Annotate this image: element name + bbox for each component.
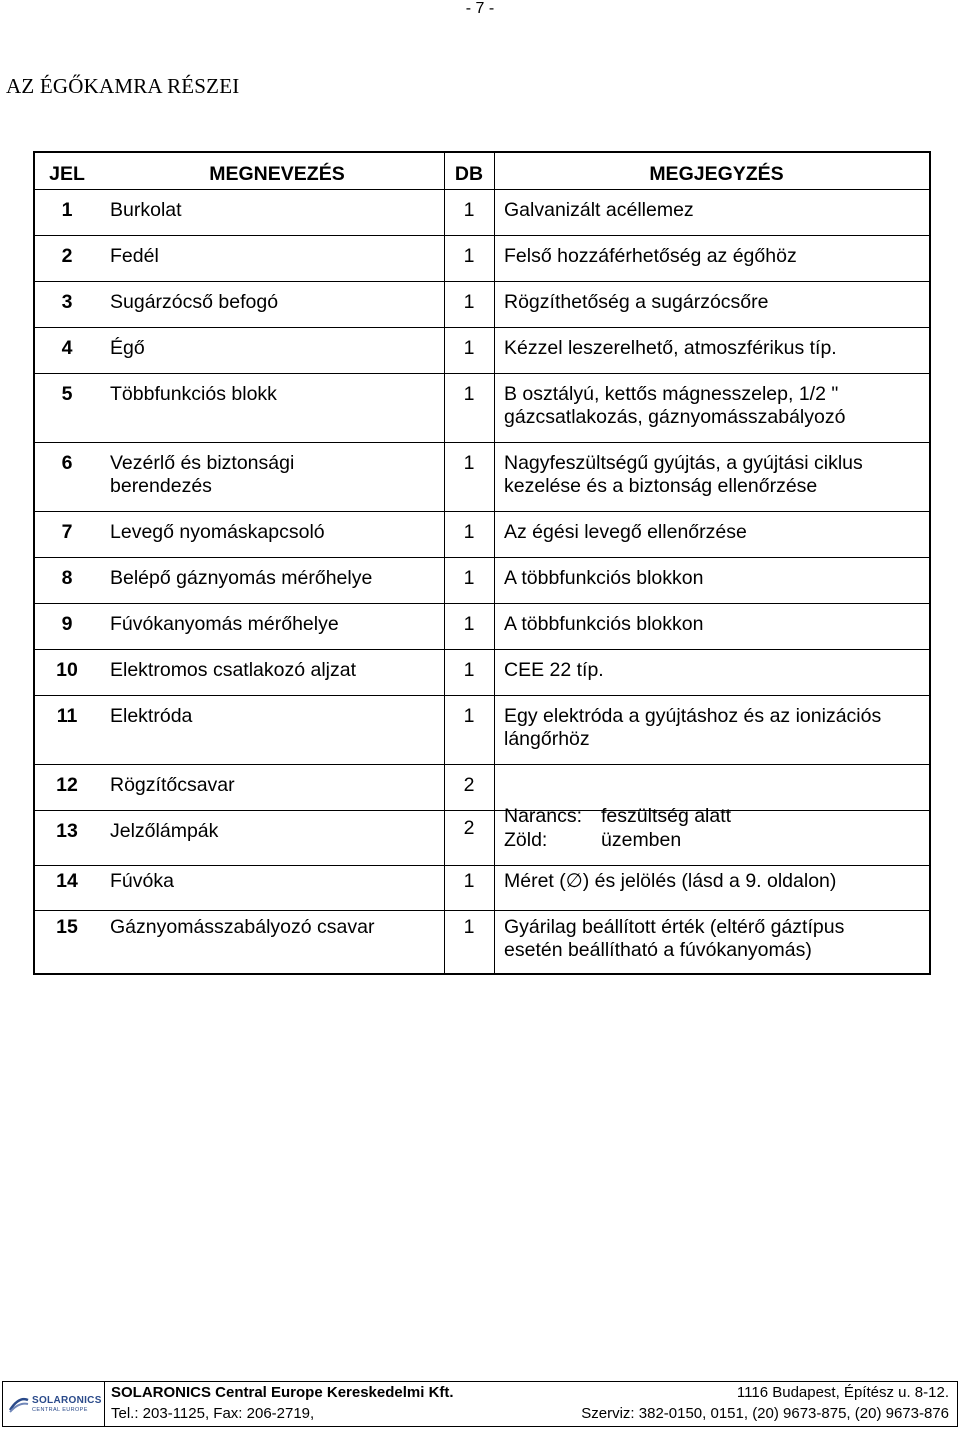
row-divider — [35, 235, 929, 236]
row-number: 14 — [56, 870, 78, 892]
part-quantity: 1 — [463, 337, 475, 359]
signal-value: feszültség alatt — [601, 805, 732, 827]
part-quantity: 1 — [463, 521, 475, 543]
part-quantity: 1 — [463, 659, 475, 681]
row-divider — [35, 910, 929, 911]
part-note: Kézzel leszerelhető, atmoszférikus típ. — [504, 337, 837, 359]
parts-table — [33, 151, 931, 975]
part-note: lángőrhöz — [504, 728, 590, 750]
row-divider — [35, 327, 929, 328]
part-quantity: 2 — [463, 774, 475, 796]
header-db: DB — [454, 163, 484, 185]
row-number: 3 — [61, 291, 73, 313]
part-name: Elektróda — [110, 705, 193, 727]
row-number: 12 — [56, 774, 78, 796]
part-quantity: 1 — [463, 613, 475, 635]
part-note: kezelése és a biztonság ellenőrzése — [504, 475, 818, 497]
header-name: MEGNEVEZÉS — [209, 163, 345, 185]
row-number: 6 — [61, 452, 73, 474]
row-number: 2 — [61, 245, 73, 267]
footer-company: SOLARONICS Central Europe Kereskedelmi Kft. — [111, 1384, 454, 1401]
part-name: berendezés — [110, 475, 212, 497]
section-title: AZ ÉGŐKAMRA RÉSZEI — [6, 74, 240, 98]
row-number: 7 — [61, 521, 73, 543]
part-name: Belépő gáznyomás mérőhelye — [110, 567, 373, 589]
page-footer — [2, 1381, 958, 1427]
part-name: Többfunkciós blokk — [110, 383, 277, 405]
part-quantity: 1 — [463, 291, 475, 313]
footer-phone-fax: Tel.: 203-1125, Fax: 206-2719, — [111, 1405, 315, 1422]
part-note: A többfunkciós blokkon — [504, 613, 704, 635]
row-number: 11 — [56, 705, 78, 727]
page-number: - 7 - — [465, 0, 495, 17]
footer-address: 1116 Budapest, Építész u. 8-12. — [736, 1384, 949, 1401]
part-quantity: 1 — [463, 916, 475, 938]
header-note: MEGJEGYZÉS — [649, 163, 784, 185]
signal-lamp-note — [504, 805, 731, 828]
logo-text: SOLARONICS — [32, 1395, 102, 1406]
signal-label: Zöld: — [504, 829, 548, 851]
row-divider — [35, 865, 929, 866]
signal-value: üzemben — [601, 829, 682, 851]
row-number: 1 — [61, 199, 73, 221]
row-divider — [35, 281, 929, 282]
row-divider — [35, 442, 929, 443]
part-name: Rögzítőcsavar — [110, 774, 235, 796]
row-number: 9 — [61, 613, 73, 635]
part-note: A többfunkciós blokkon — [504, 567, 704, 589]
part-note: B osztályú, kettős mágnesszelep, 1/2 " — [504, 383, 839, 405]
row-divider — [35, 603, 929, 604]
row-divider — [35, 810, 929, 811]
part-note: esetén beállítható a fúvókanyomás) — [504, 939, 812, 961]
part-name: Levegő nyomáskapcsoló — [110, 521, 325, 543]
part-note: Felső hozzáférhetőség az égőhöz — [504, 245, 797, 267]
row-divider — [35, 557, 929, 558]
row-divider — [35, 511, 929, 512]
part-name: Burkolat — [110, 199, 182, 221]
column-divider — [494, 153, 495, 973]
part-name: Fúvókanyomás mérőhelye — [110, 613, 339, 635]
part-name: Gáznyomásszabályozó csavar — [110, 916, 375, 938]
logo-subtext: CENTRAL EUROPE — [32, 1407, 88, 1413]
solaronics-logo-icon — [8, 1394, 30, 1414]
part-name: Fedél — [110, 245, 159, 267]
part-note: Galvanizált acéllemez — [504, 199, 694, 221]
part-note: Egy elektróda a gyújtáshoz és az ionizációs — [504, 705, 882, 727]
part-note: CEE 22 típ. — [504, 659, 604, 681]
part-quantity: 1 — [463, 705, 475, 727]
row-number: 4 — [61, 337, 73, 359]
part-name: Sugárzócső befogó — [110, 291, 279, 313]
row-divider — [35, 764, 929, 765]
row-divider — [35, 695, 929, 696]
part-note: Nagyfeszültségű gyújtás, a gyújtási ciklus — [504, 452, 863, 474]
part-quantity: 2 — [463, 817, 475, 839]
part-name: Vezérlő és biztonsági — [110, 452, 295, 474]
part-name: Égő — [110, 337, 145, 359]
row-divider — [35, 373, 929, 374]
column-divider — [444, 153, 445, 973]
row-number: 13 — [56, 820, 78, 842]
header-jel: JEL — [49, 163, 85, 185]
signal-label: Narancs: — [504, 805, 583, 827]
part-quantity: 1 — [463, 245, 475, 267]
part-name: Fúvóka — [110, 870, 174, 892]
part-note: Az égési levegő ellenőrzése — [504, 521, 747, 543]
part-note: Gyárilag beállított érték (eltérő gáztípus — [504, 916, 845, 938]
part-quantity: 1 — [463, 870, 475, 892]
row-number: 5 — [61, 383, 73, 405]
signal-lamp-note — [504, 829, 681, 852]
part-quantity: 1 — [463, 567, 475, 589]
part-name: Jelzőlámpák — [110, 820, 219, 842]
row-number: 10 — [56, 659, 78, 681]
part-note: Rögzíthetőség a sugárzócsőre — [504, 291, 769, 313]
row-divider — [35, 649, 929, 650]
company-logo — [3, 1382, 105, 1426]
part-quantity: 1 — [463, 199, 475, 221]
part-note: gázcsatlakozás, gáznyomásszabályozó — [504, 406, 846, 428]
part-name: Elektromos csatlakozó aljzat — [110, 659, 357, 681]
part-quantity: 1 — [463, 452, 475, 474]
part-quantity: 1 — [463, 383, 475, 405]
row-divider — [35, 189, 929, 190]
footer-service: Szerviz: 382-0150, 0151, (20) 9673-875, (20) 9673-876 — [581, 1405, 949, 1422]
row-number: 15 — [56, 916, 78, 938]
row-number: 8 — [61, 567, 73, 589]
part-note: Méret (∅) és jelölés (lásd a 9. oldalon) — [504, 870, 837, 892]
